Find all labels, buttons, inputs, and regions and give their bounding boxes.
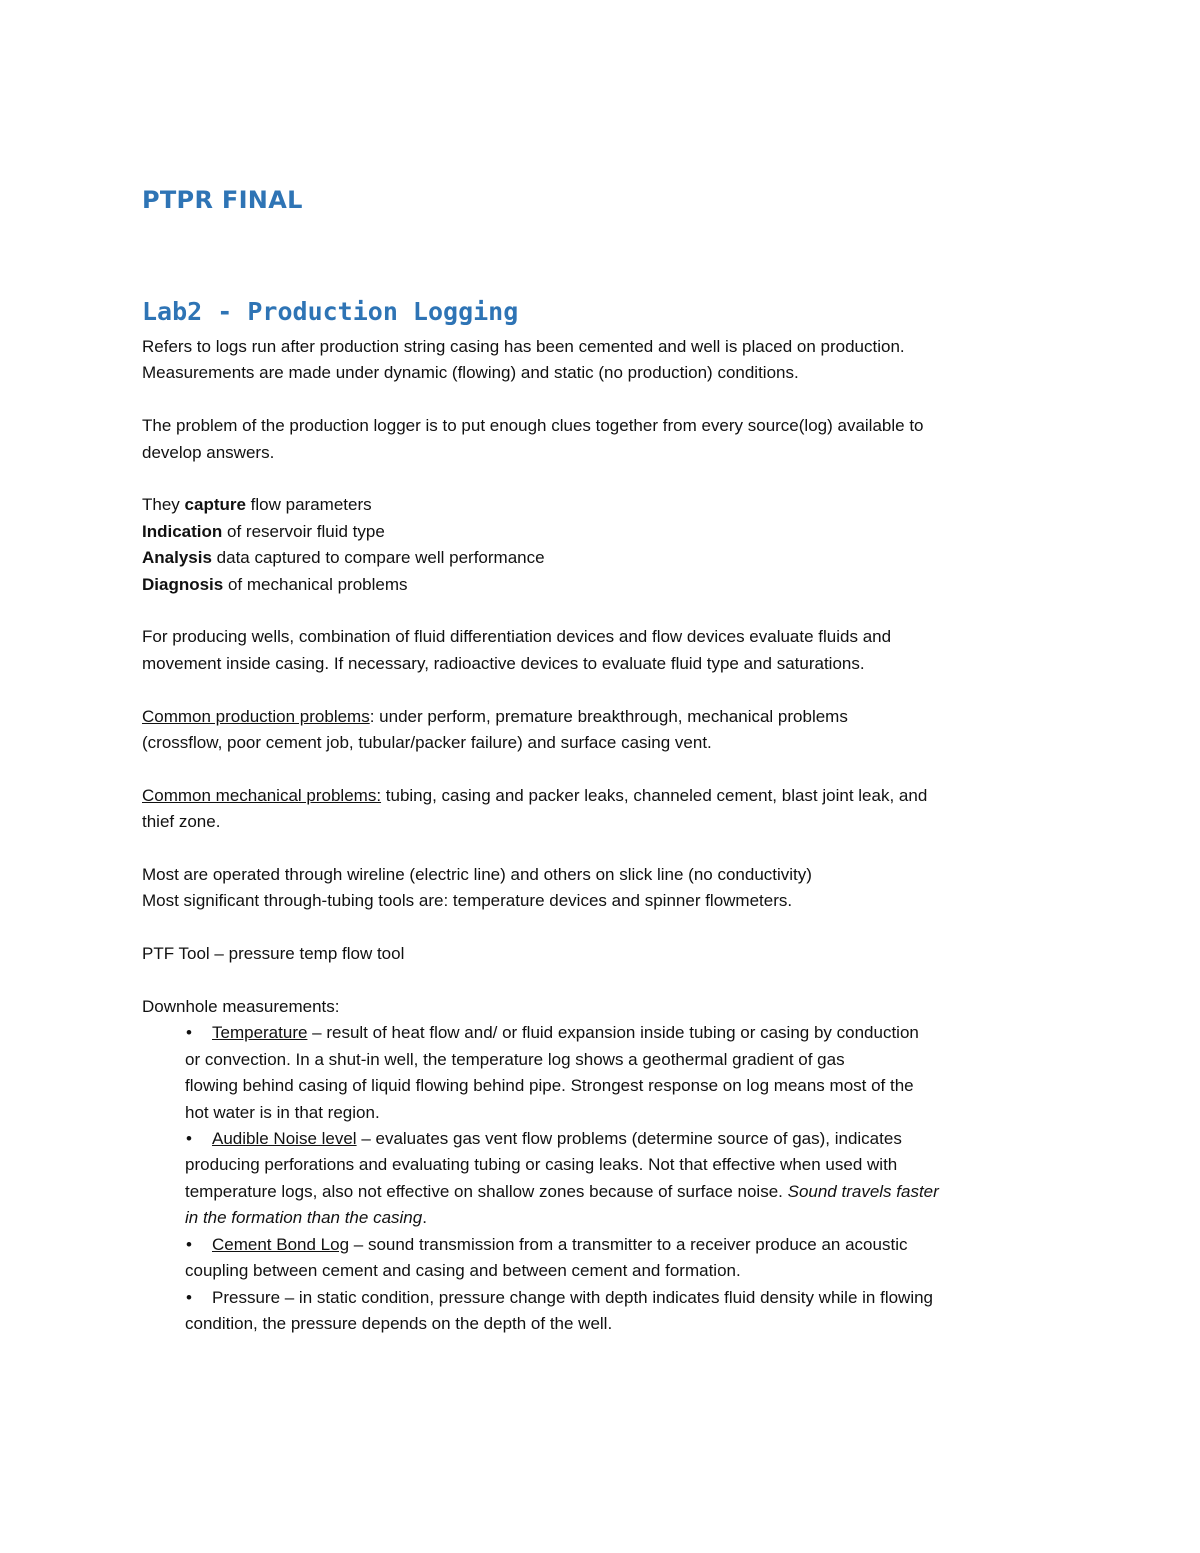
production-problems-cont: (crossflow, poor cement job, tubular/packer failure) and surface casing vent.	[142, 733, 712, 753]
mechanical-problems: Common mechanical problems: tubing, casing and packer leaks, channeled cement, blast joint leak, and	[142, 785, 928, 805]
capability-analysis: Analysis data captured to compare well performance	[142, 548, 545, 568]
capability-diagnosis: Diagnosis of mechanical problems	[142, 574, 408, 594]
downhole-label: Downhole measurements:	[142, 997, 340, 1017]
bullet-icon: •	[186, 1129, 192, 1149]
production-problems: Common production problems: under perform, premature breakthrough, mechanical problems	[142, 706, 848, 726]
pressure-label: Pressure	[212, 1287, 281, 1307]
list-item-cement-bond-log: • Cement Bond Log – sound transmission from a transmitter to a receiver produce an acoustic coupling between cement and casing and between cement and formation.	[142, 1232, 1072, 1285]
document-body	[142, 334, 1072, 1337]
cement-bond-log-label: Cement Bond Log	[212, 1234, 350, 1254]
bullet-icon: •	[186, 1234, 192, 1254]
bullet-icon: •	[186, 1287, 192, 1307]
list-item-pressure: • Pressure – in static condition, pressure change with depth indicates fluid density while in flowing condition, the pressure depends on the depth of the well.	[142, 1285, 1072, 1338]
mechanical-problems-label: Common mechanical problems:	[142, 785, 382, 805]
problem-line-1: The problem of the production logger is to put enough clues together from every source(log) available to	[142, 416, 924, 436]
ptf-tool: PTF Tool – pressure temp flow tool	[142, 944, 405, 964]
capability-capture: They capture flow parameters	[142, 495, 372, 515]
producing-line-1: For producing wells, combination of fluid differentiation devices and flow devices evaluate fluids and	[142, 627, 892, 647]
intro-line-1: Refers to logs run after production string casing has been cemented and well is placed on production.	[142, 337, 905, 356]
list-item-temperature: • Temperature – result of heat flow and/ or fluid expansion inside tubing or casing by conduction or convection. In a shut-in well, the temperature log shows a geothermal gradient of gas flowing behind casing of liquid flowing behind pipe. Strongest response on log means most of the hot water is in that region.	[142, 1020, 1072, 1126]
intro-line-2: Measurements are made under dynamic (flowing) and static (no production) conditions.	[142, 363, 799, 383]
wireline-line-2: Most significant through-tubing tools are: temperature devices and spinner flowmeters.	[142, 891, 793, 911]
mechanical-problems-cont: thief zone.	[142, 812, 221, 832]
production-problems-label: Common production problems	[142, 706, 370, 726]
capability-indication: Indication of reservoir fluid type	[142, 521, 385, 541]
list-item-audible-noise: • Audible Noise level – evaluates gas vent flow problems (determine source of gas), indicates producing perforations and evaluating tubing or casing leaks. Not that effective when used with temperature logs, also not effective on shallow zones because of surface noise. Sound travels faster in the formation than the casing.	[142, 1126, 1072, 1232]
producing-line-2: movement inside casing. If necessary, radioactive devices to evaluate fluid type and saturations.	[142, 653, 865, 673]
section-heading: Lab2 - Production Logging	[142, 297, 519, 326]
temperature-label: Temperature	[212, 1023, 308, 1043]
document-title: PTPR FINAL	[142, 186, 303, 214]
wireline-line-1: Most are operated through wireline (electric line) and others on slick line (no conductivity)	[142, 865, 812, 885]
problem-line-2: develop answers.	[142, 442, 275, 462]
measurement-list	[142, 1020, 1072, 1337]
audible-noise-label: Audible Noise level	[212, 1129, 357, 1149]
bullet-icon: •	[186, 1023, 192, 1043]
